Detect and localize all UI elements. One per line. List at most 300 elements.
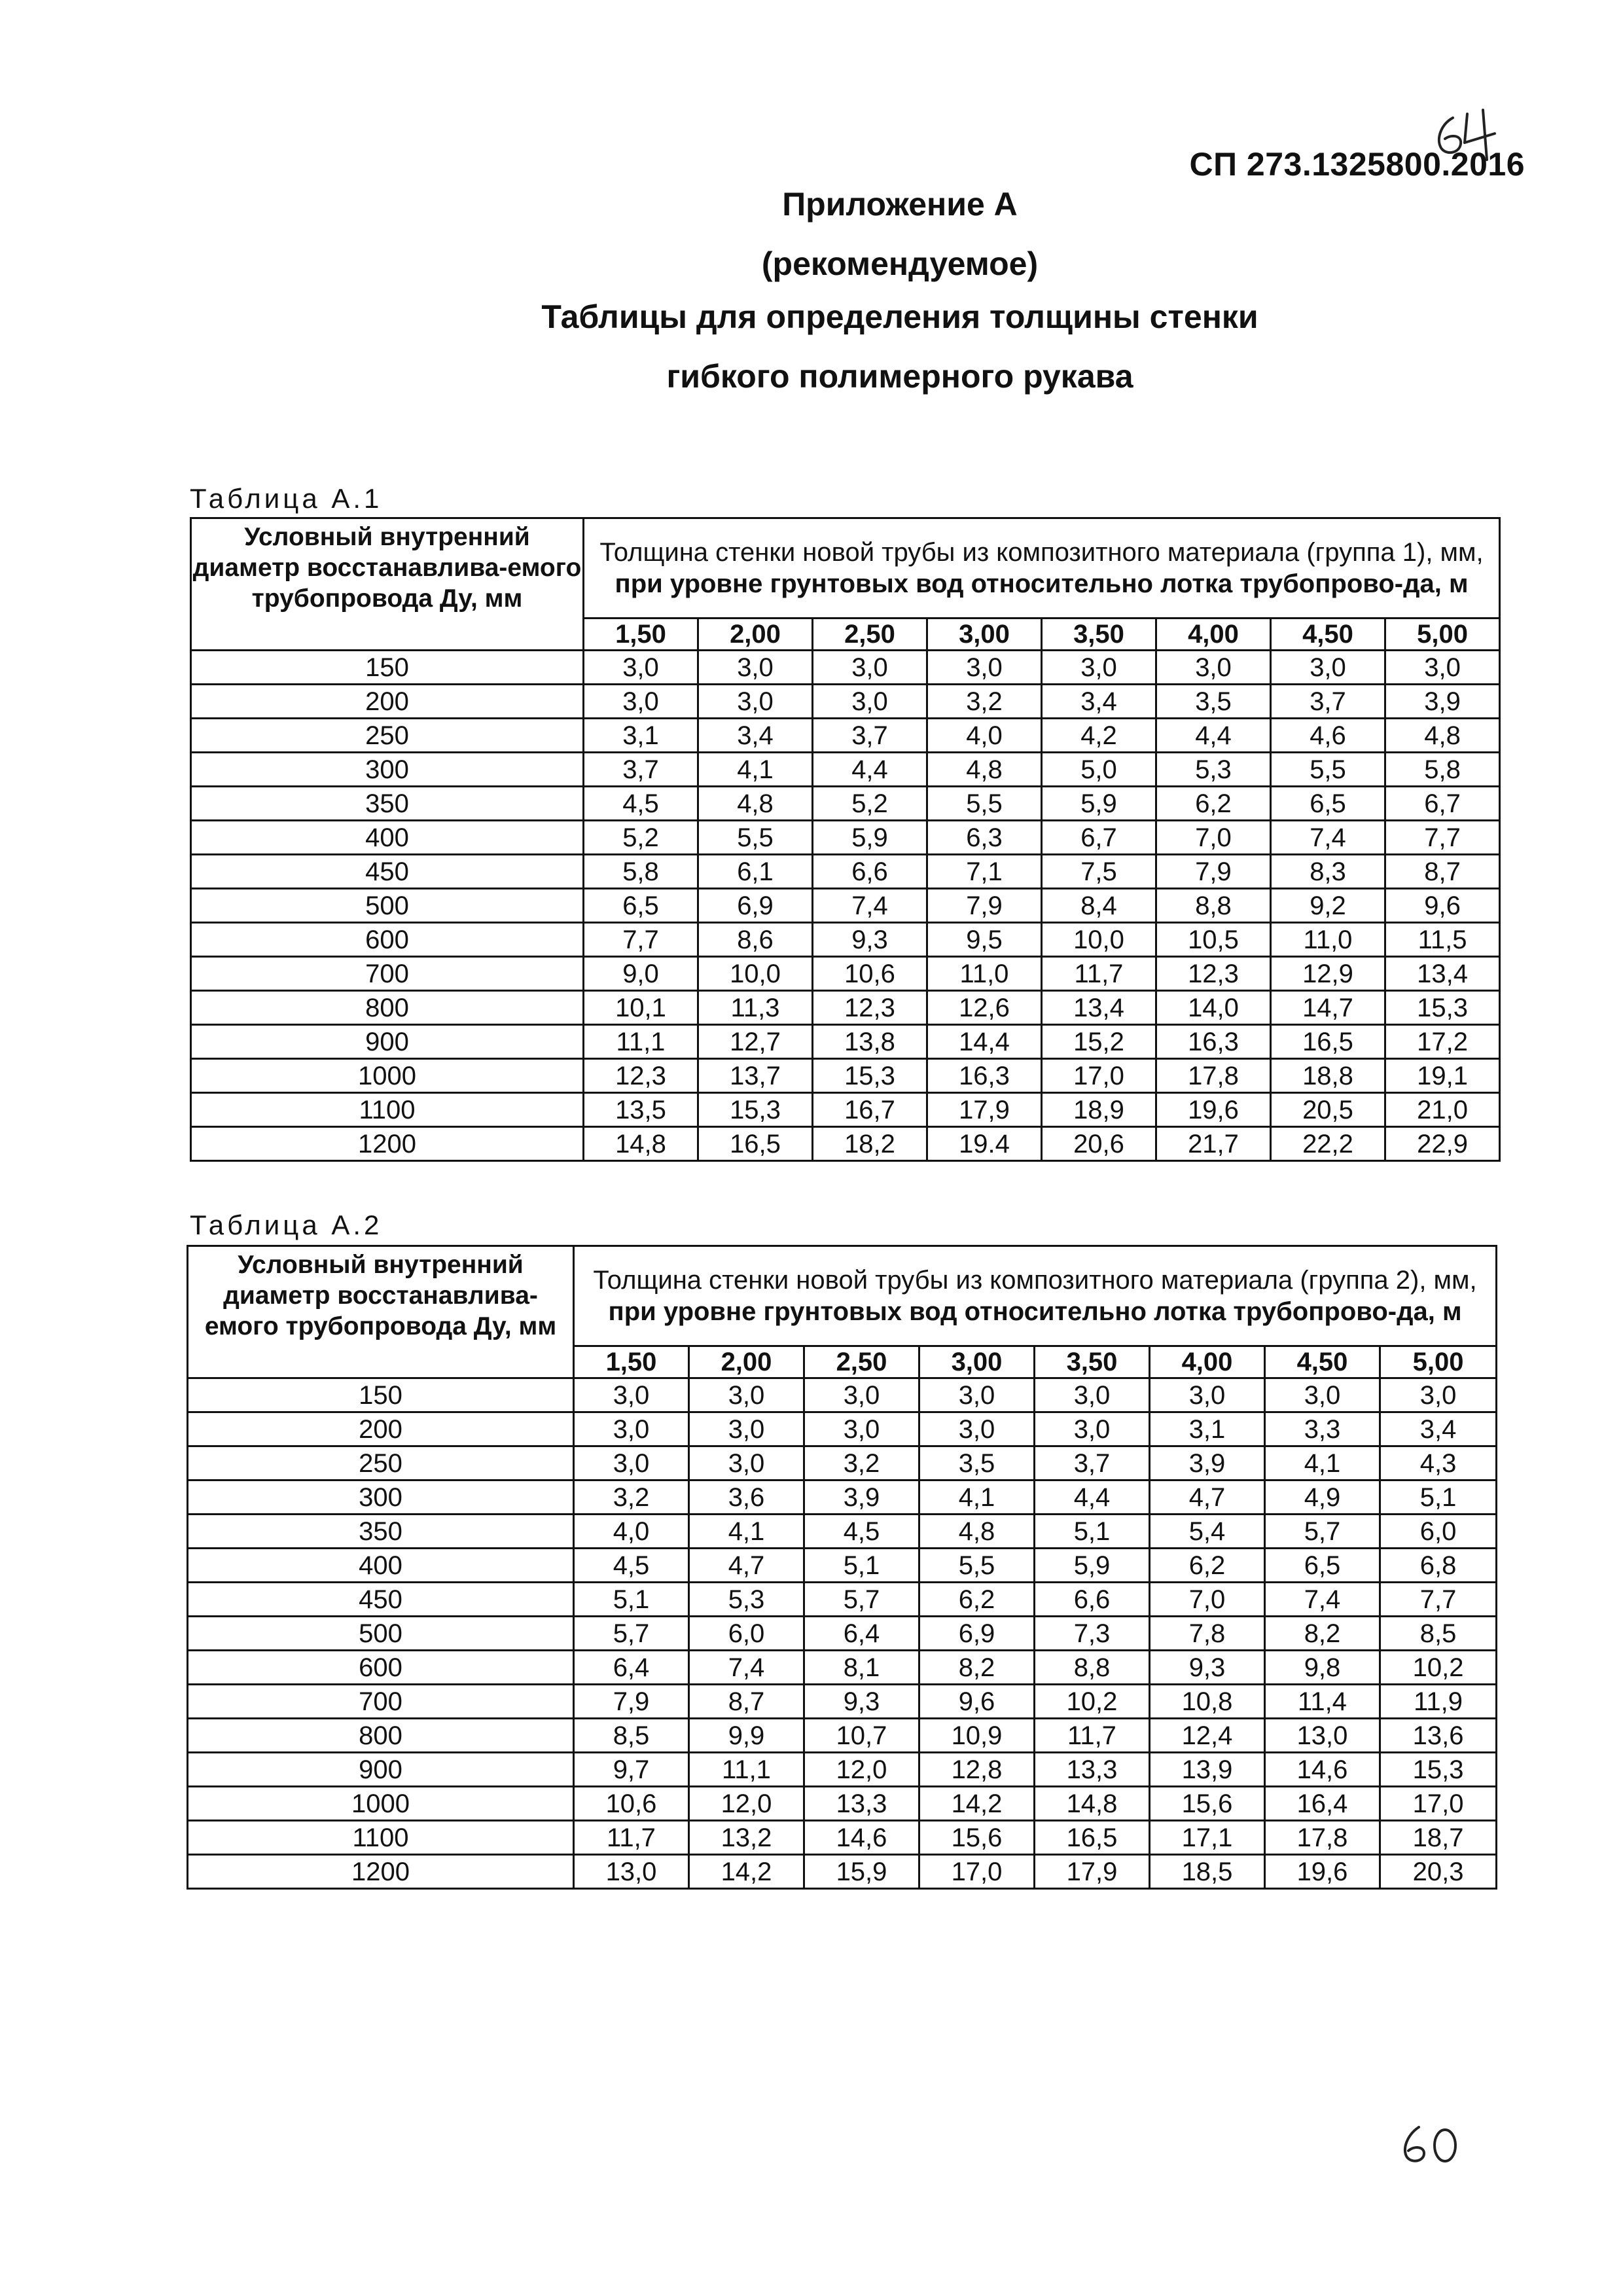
value-cell: 17,9: [927, 1093, 1042, 1127]
table-row: [191, 1093, 1500, 1127]
table-row: [191, 719, 1500, 753]
value-cell: 18,9: [1042, 1093, 1156, 1127]
value-cell: 8,5: [1380, 1617, 1497, 1651]
value-cell: 3,0: [689, 1446, 804, 1480]
table-row: [188, 1855, 1497, 1889]
value-cell: 3,0: [689, 1378, 804, 1412]
value-cell: 7,9: [1156, 855, 1271, 889]
value-cell: 15,6: [1150, 1787, 1265, 1821]
table-row: [188, 1549, 1497, 1583]
value-cell: 3,0: [1271, 651, 1385, 685]
value-cell: 20,6: [1042, 1127, 1156, 1161]
diameter-cell: 800: [191, 991, 584, 1025]
column-group-header-text: Толщина стенки новой трубы из композитного материала (группа 2), мм,: [593, 1266, 1477, 1295]
appendix-title: Приложение А: [782, 186, 1018, 223]
value-cell: 7,4: [813, 889, 927, 923]
value-cell: 5,5: [698, 821, 813, 855]
table-row: [191, 651, 1500, 685]
value-cell: 3,4: [1042, 685, 1156, 719]
diameter-cell: 900: [188, 1753, 574, 1787]
diameter-cell: 700: [188, 1685, 574, 1719]
value-cell: 15,3: [1385, 991, 1500, 1025]
value-cell: 20,5: [1271, 1093, 1385, 1127]
value-cell: 9,6: [1385, 889, 1500, 923]
value-cell: 6,4: [574, 1651, 689, 1685]
value-cell: 4,7: [1150, 1480, 1265, 1515]
column-header: 3,50: [1035, 1346, 1150, 1378]
value-cell: 13,4: [1385, 957, 1500, 991]
column-header: 3,00: [927, 619, 1042, 651]
diameter-cell: 250: [188, 1446, 574, 1480]
value-cell: 8,8: [1156, 889, 1271, 923]
value-cell: 11,3: [698, 991, 813, 1025]
table-row: [188, 1719, 1497, 1753]
document-code: СП 273.1325800.2016: [1189, 146, 1525, 183]
value-cell: 12,3: [1156, 957, 1271, 991]
value-cell: 3,0: [584, 651, 698, 685]
value-cell: 10,8: [1150, 1685, 1265, 1719]
header-row: [191, 518, 1500, 619]
diameter-cell: 150: [188, 1378, 574, 1412]
value-cell: 3,7: [584, 753, 698, 787]
value-cell: 12,7: [698, 1025, 813, 1059]
value-cell: 6,5: [1265, 1549, 1380, 1583]
table-row: [191, 957, 1500, 991]
value-cell: 4,0: [927, 719, 1042, 753]
diameter-cell: 900: [191, 1025, 584, 1059]
value-cell: 3,0: [574, 1378, 689, 1412]
value-cell: 8,4: [1042, 889, 1156, 923]
value-cell: 8,7: [1385, 855, 1500, 889]
value-cell: 10,0: [698, 957, 813, 991]
value-cell: 4,7: [689, 1549, 804, 1583]
value-cell: 7,7: [1380, 1583, 1497, 1617]
value-cell: 3,0: [1380, 1378, 1497, 1412]
value-cell: 7,7: [584, 923, 698, 957]
value-cell: 3,9: [804, 1480, 919, 1515]
value-cell: 7,4: [1265, 1583, 1380, 1617]
value-cell: 4,8: [927, 753, 1042, 787]
value-cell: 3,2: [574, 1480, 689, 1515]
value-cell: 13,6: [1380, 1719, 1497, 1753]
value-cell: 12,8: [919, 1753, 1035, 1787]
value-cell: 6,0: [689, 1617, 804, 1651]
value-cell: 18,7: [1380, 1821, 1497, 1855]
value-cell: 14,6: [1265, 1753, 1380, 1787]
table-row: [188, 1821, 1497, 1855]
value-cell: 5,9: [1035, 1549, 1150, 1583]
value-cell: 3,6: [689, 1480, 804, 1515]
value-cell: 14,2: [919, 1787, 1035, 1821]
value-cell: 9,7: [574, 1753, 689, 1787]
value-cell: 14,6: [804, 1821, 919, 1855]
value-cell: 13,4: [1042, 991, 1156, 1025]
value-cell: 22,9: [1385, 1127, 1500, 1161]
value-cell: 4,5: [574, 1549, 689, 1583]
diameter-cell: 1000: [188, 1787, 574, 1821]
value-cell: 4,4: [1035, 1480, 1150, 1515]
value-cell: 4,5: [804, 1515, 919, 1549]
value-cell: 7,1: [927, 855, 1042, 889]
value-cell: 8,5: [574, 1719, 689, 1753]
value-cell: 3,0: [574, 1446, 689, 1480]
value-cell: 3,0: [1385, 651, 1500, 685]
value-cell: 7,9: [574, 1685, 689, 1719]
value-cell: 11,4: [1265, 1685, 1380, 1719]
value-cell: 4,8: [919, 1515, 1035, 1549]
table-row: [191, 753, 1500, 787]
value-cell: 5,4: [1150, 1515, 1265, 1549]
value-cell: 6,3: [927, 821, 1042, 855]
column-header: 2,00: [689, 1346, 804, 1378]
value-cell: 5,8: [1385, 753, 1500, 787]
table-row: [191, 991, 1500, 1025]
table-row: [191, 1025, 1500, 1059]
value-cell: 6,5: [1271, 787, 1385, 821]
value-cell: 10,2: [1380, 1651, 1497, 1685]
value-cell: 4,1: [698, 753, 813, 787]
value-cell: 17,2: [1385, 1025, 1500, 1059]
column-header: 2,00: [698, 619, 813, 651]
value-cell: 3,0: [1265, 1378, 1380, 1412]
value-cell: 5,8: [584, 855, 698, 889]
value-cell: 16,3: [927, 1059, 1042, 1093]
column-header: 2,50: [804, 1346, 919, 1378]
value-cell: 3,0: [1035, 1412, 1150, 1446]
column-header: 4,50: [1271, 619, 1385, 651]
column-header: 2,50: [813, 619, 927, 651]
value-cell: 13,8: [813, 1025, 927, 1059]
value-cell: 3,5: [1156, 685, 1271, 719]
value-cell: 17,8: [1156, 1059, 1271, 1093]
value-cell: 13,5: [584, 1093, 698, 1127]
value-cell: 7,7: [1385, 821, 1500, 855]
column-header: 4,00: [1156, 619, 1271, 651]
table-row: [191, 1127, 1500, 1161]
handwritten-page-number: [1394, 2121, 1466, 2166]
value-cell: 7,0: [1156, 821, 1271, 855]
table-row: [188, 1378, 1497, 1412]
table-row: [188, 1617, 1497, 1651]
value-cell: 6,9: [919, 1617, 1035, 1651]
value-cell: 6,0: [1380, 1515, 1497, 1549]
value-cell: 9,8: [1265, 1651, 1380, 1685]
diameter-cell: 700: [191, 957, 584, 991]
value-cell: 4,1: [1265, 1446, 1380, 1480]
value-cell: 10,6: [574, 1787, 689, 1821]
value-cell: 17,0: [1042, 1059, 1156, 1093]
value-cell: 6,7: [1385, 787, 1500, 821]
value-cell: 15,3: [698, 1093, 813, 1127]
value-cell: 6,9: [698, 889, 813, 923]
table-row: [188, 1446, 1497, 1480]
value-cell: 16,3: [1156, 1025, 1271, 1059]
column-header: 4,50: [1265, 1346, 1380, 1378]
value-cell: 3,1: [584, 719, 698, 753]
value-cell: 3,2: [927, 685, 1042, 719]
value-cell: 3,0: [1042, 651, 1156, 685]
value-cell: 18,8: [1271, 1059, 1385, 1093]
value-cell: 5,3: [1156, 753, 1271, 787]
value-cell: 14,2: [689, 1855, 804, 1889]
value-cell: 11,7: [1042, 957, 1156, 991]
diameter-cell: 200: [191, 685, 584, 719]
appendix-subtitle-line-1: Таблицы для определения толщины стенки: [541, 298, 1258, 335]
table-row: [188, 1480, 1497, 1515]
value-cell: 3,0: [919, 1378, 1035, 1412]
value-cell: 18,2: [813, 1127, 927, 1161]
value-cell: 22,2: [1271, 1127, 1385, 1161]
value-cell: 5,2: [584, 821, 698, 855]
value-cell: 5,2: [813, 787, 927, 821]
column-group-header-bold-text: при уровне грунтовых вод относительно лотка трубопрово-да, м: [615, 569, 1469, 598]
value-cell: 17,0: [919, 1855, 1035, 1889]
value-cell: 15,3: [1380, 1753, 1497, 1787]
table-a2: [187, 1245, 1497, 1890]
value-cell: 14,7: [1271, 991, 1385, 1025]
value-cell: 3,7: [1271, 685, 1385, 719]
diameter-cell: 200: [188, 1412, 574, 1446]
table-row: [188, 1685, 1497, 1719]
table-row: [191, 889, 1500, 923]
value-cell: 14,8: [1035, 1787, 1150, 1821]
value-cell: 7,4: [689, 1651, 804, 1685]
value-cell: 12,0: [689, 1787, 804, 1821]
diameter-cell: 400: [191, 821, 584, 855]
value-cell: 6,6: [813, 855, 927, 889]
table-row: [188, 1412, 1497, 1446]
row-header-cell: Условный внутренний диаметр восстанавлива-емого трубопровода Ду, мм: [191, 518, 584, 651]
value-cell: 6,8: [1380, 1549, 1497, 1583]
value-cell: 3,0: [689, 1412, 804, 1446]
value-cell: 5,5: [1271, 753, 1385, 787]
value-cell: 5,7: [804, 1583, 919, 1617]
value-cell: 5,1: [1380, 1480, 1497, 1515]
value-cell: 10,6: [813, 957, 927, 991]
value-cell: 5,5: [927, 787, 1042, 821]
value-cell: 5,1: [574, 1583, 689, 1617]
diameter-cell: 450: [191, 855, 584, 889]
table-row: [191, 821, 1500, 855]
value-cell: 3,0: [804, 1412, 919, 1446]
value-cell: 19,6: [1156, 1093, 1271, 1127]
value-cell: 13,9: [1150, 1753, 1265, 1787]
value-cell: 8,6: [698, 923, 813, 957]
value-cell: 7,8: [1150, 1617, 1265, 1651]
value-cell: 21,7: [1156, 1127, 1271, 1161]
value-cell: 3,0: [927, 651, 1042, 685]
column-header: 3,50: [1042, 619, 1156, 651]
diameter-cell: 300: [191, 753, 584, 787]
value-cell: 6,2: [1156, 787, 1271, 821]
diameter-cell: 450: [188, 1583, 574, 1617]
value-cell: 4,8: [1385, 719, 1500, 753]
table-a1: [190, 517, 1501, 1162]
diameter-cell: 350: [188, 1515, 574, 1549]
value-cell: 9,0: [584, 957, 698, 991]
value-cell: 12,9: [1271, 957, 1385, 991]
diameter-cell: 500: [191, 889, 584, 923]
value-cell: 3,1: [1150, 1412, 1265, 1446]
value-cell: 3,0: [584, 685, 698, 719]
value-cell: 16,7: [813, 1093, 927, 1127]
value-cell: 11,1: [689, 1753, 804, 1787]
value-cell: 3,0: [804, 1378, 919, 1412]
value-cell: 15,2: [1042, 1025, 1156, 1059]
value-cell: 14,8: [584, 1127, 698, 1161]
value-cell: 11,1: [584, 1025, 698, 1059]
value-cell: 19.4: [927, 1127, 1042, 1161]
table-row: [188, 1583, 1497, 1617]
column-group-header: [584, 518, 1500, 619]
column-header: 1,50: [574, 1346, 689, 1378]
value-cell: 9,5: [927, 923, 1042, 957]
value-cell: 15,6: [919, 1821, 1035, 1855]
value-cell: 4,5: [584, 787, 698, 821]
value-cell: 17,0: [1380, 1787, 1497, 1821]
column-group-header-text: Толщина стенки новой трубы из композитного материала (группа 1), мм,: [599, 538, 1484, 567]
value-cell: 12,0: [804, 1753, 919, 1787]
value-cell: 7,9: [927, 889, 1042, 923]
value-cell: 5,1: [1035, 1515, 1150, 1549]
value-cell: 3,5: [919, 1446, 1035, 1480]
value-cell: 3,0: [1150, 1378, 1265, 1412]
value-cell: 9,2: [1271, 889, 1385, 923]
value-cell: 17,1: [1150, 1821, 1265, 1855]
value-cell: 7,5: [1042, 855, 1156, 889]
value-cell: 10,7: [804, 1719, 919, 1753]
value-cell: 11,9: [1380, 1685, 1497, 1719]
value-cell: 13,0: [1265, 1719, 1380, 1753]
table-row: [191, 787, 1500, 821]
value-cell: 4,6: [1271, 719, 1385, 753]
value-cell: 5,7: [1265, 1515, 1380, 1549]
value-cell: 16,5: [1271, 1025, 1385, 1059]
table-row: [191, 685, 1500, 719]
value-cell: 11,0: [927, 957, 1042, 991]
table-row: [188, 1515, 1497, 1549]
diameter-cell: 1200: [191, 1127, 584, 1161]
diameter-cell: 300: [188, 1480, 574, 1515]
value-cell: 12,3: [813, 991, 927, 1025]
value-cell: 4,9: [1265, 1480, 1380, 1515]
diameter-cell: 400: [188, 1549, 574, 1583]
value-cell: 3,0: [698, 685, 813, 719]
value-cell: 10,9: [919, 1719, 1035, 1753]
value-cell: 6,1: [698, 855, 813, 889]
value-cell: 4,0: [574, 1515, 689, 1549]
value-cell: 3,0: [919, 1412, 1035, 1446]
value-cell: 7,4: [1271, 821, 1385, 855]
value-cell: 5,0: [1042, 753, 1156, 787]
value-cell: 8,7: [689, 1685, 804, 1719]
value-cell: 17,8: [1265, 1821, 1380, 1855]
value-cell: 13,3: [804, 1787, 919, 1821]
value-cell: 3,0: [574, 1412, 689, 1446]
value-cell: 16,4: [1265, 1787, 1380, 1821]
value-cell: 16,5: [1035, 1821, 1150, 1855]
diameter-cell: 800: [188, 1719, 574, 1753]
value-cell: 11,7: [1035, 1719, 1150, 1753]
value-cell: 9,6: [919, 1685, 1035, 1719]
value-cell: 10,0: [1042, 923, 1156, 957]
value-cell: 21,0: [1385, 1093, 1500, 1127]
value-cell: 6,5: [584, 889, 698, 923]
value-cell: 4,1: [689, 1515, 804, 1549]
diameter-cell: 250: [191, 719, 584, 753]
value-cell: 12,6: [927, 991, 1042, 1025]
value-cell: 7,0: [1150, 1583, 1265, 1617]
value-cell: 8,1: [804, 1651, 919, 1685]
value-cell: 5,9: [1042, 787, 1156, 821]
row-header-cell: Условный внутренний диаметр восстанавлива-емого трубопровода Ду, мм: [188, 1246, 574, 1378]
header-row: [188, 1246, 1497, 1346]
value-cell: 4,4: [813, 753, 927, 787]
value-cell: 4,4: [1156, 719, 1271, 753]
table-row: [188, 1787, 1497, 1821]
value-cell: 3,9: [1385, 685, 1500, 719]
value-cell: 5,1: [804, 1549, 919, 1583]
value-cell: 19,6: [1265, 1855, 1380, 1889]
value-cell: 15,9: [804, 1855, 919, 1889]
diameter-cell: 1100: [188, 1821, 574, 1855]
value-cell: 8,2: [919, 1651, 1035, 1685]
column-group-header: [574, 1246, 1497, 1346]
table-a1-label: Таблица А.1: [190, 483, 383, 514]
value-cell: 11,0: [1271, 923, 1385, 957]
column-header: 3,00: [919, 1346, 1035, 1378]
value-cell: 10,1: [584, 991, 698, 1025]
value-cell: 3,7: [813, 719, 927, 753]
value-cell: 8,2: [1265, 1617, 1380, 1651]
value-cell: 14,4: [927, 1025, 1042, 1059]
value-cell: 3,4: [1380, 1412, 1497, 1446]
value-cell: 5,7: [574, 1617, 689, 1651]
diameter-cell: 1000: [191, 1059, 584, 1093]
value-cell: 5,3: [689, 1583, 804, 1617]
value-cell: 7,3: [1035, 1617, 1150, 1651]
value-cell: 3,0: [1035, 1378, 1150, 1412]
diameter-cell: 350: [191, 787, 584, 821]
value-cell: 6,7: [1042, 821, 1156, 855]
column-header: 4,00: [1150, 1346, 1265, 1378]
value-cell: 8,3: [1271, 855, 1385, 889]
value-cell: 4,2: [1042, 719, 1156, 753]
value-cell: 3,0: [813, 685, 927, 719]
value-cell: 3,4: [698, 719, 813, 753]
value-cell: 3,9: [1150, 1446, 1265, 1480]
appendix-subtitle-line-2: гибкого полимерного рукава: [666, 358, 1133, 395]
diameter-cell: 1100: [191, 1093, 584, 1127]
table-row: [191, 855, 1500, 889]
value-cell: 16,5: [698, 1127, 813, 1161]
table-row: [191, 923, 1500, 957]
appendix-status: (рекомендуемое): [761, 245, 1039, 282]
value-cell: 3,0: [813, 651, 927, 685]
column-header: 5,00: [1385, 619, 1500, 651]
value-cell: 8,8: [1035, 1651, 1150, 1685]
value-cell: 19,1: [1385, 1059, 1500, 1093]
table-row: [188, 1651, 1497, 1685]
value-cell: 9,3: [813, 923, 927, 957]
value-cell: 3,0: [698, 651, 813, 685]
value-cell: 10,5: [1156, 923, 1271, 957]
column-group-header-bold-text: при уровне грунтовых вод относительно лотка трубопрово-да, м: [608, 1297, 1462, 1326]
value-cell: 6,4: [804, 1617, 919, 1651]
diameter-cell: 150: [191, 651, 584, 685]
value-cell: 6,2: [1150, 1549, 1265, 1583]
value-cell: 13,2: [689, 1821, 804, 1855]
